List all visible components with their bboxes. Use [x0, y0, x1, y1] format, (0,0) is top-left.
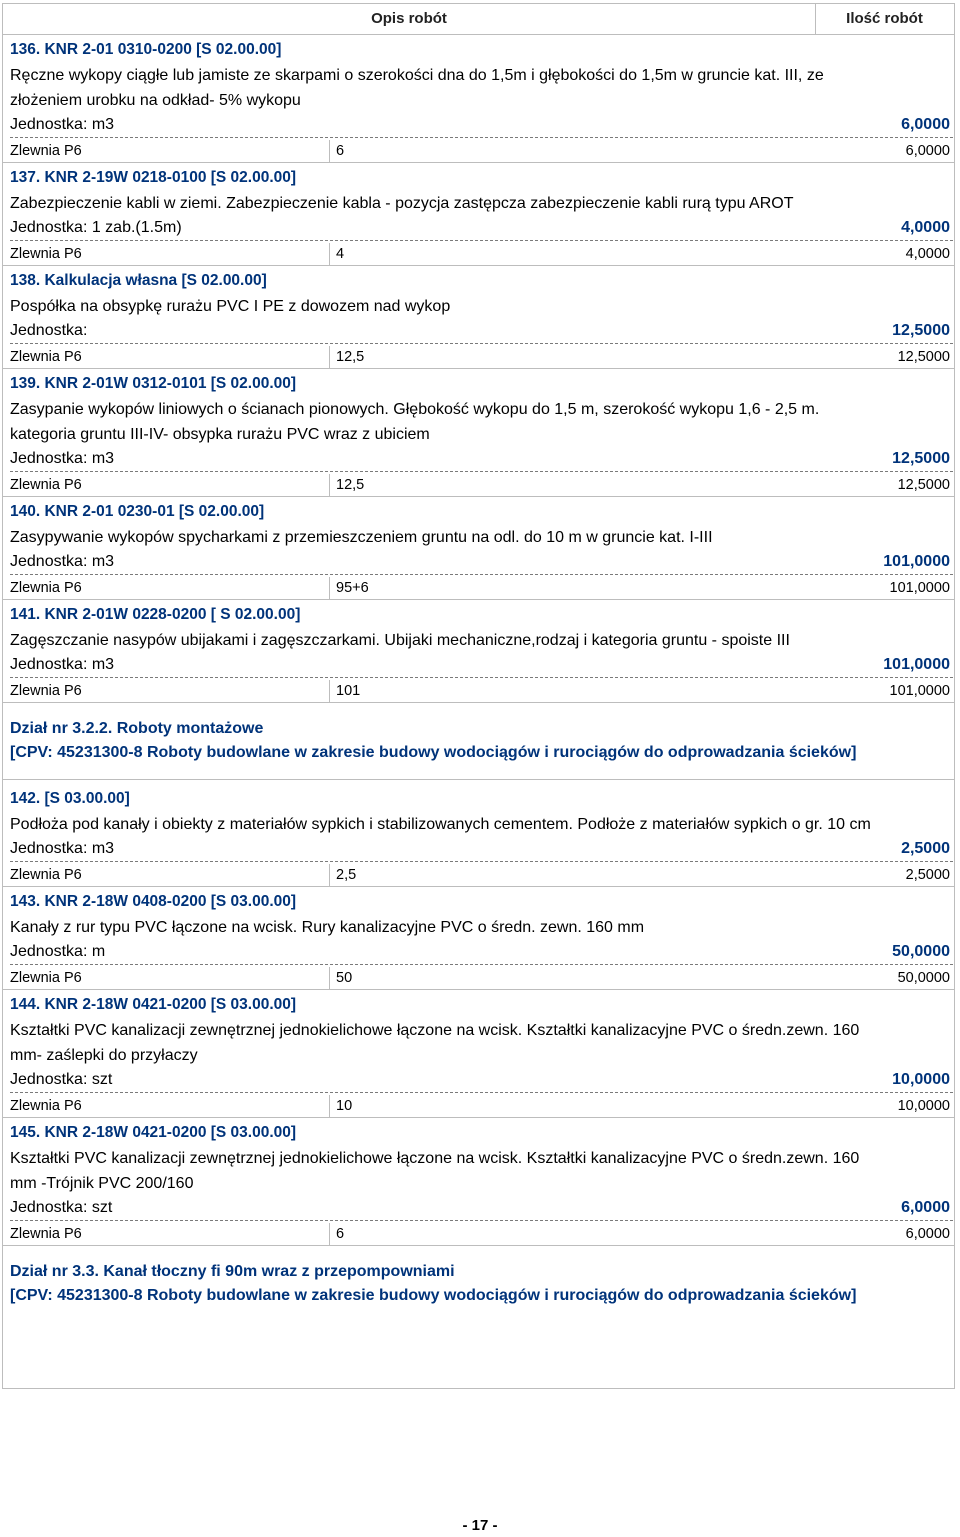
measurement-value: 101,0000: [889, 580, 950, 596]
measurement-value: 101,0000: [889, 683, 950, 699]
position-description: mm- zaślepki do przyłaczy: [10, 1047, 198, 1064]
unit-row: [10, 216, 953, 241]
unit-quantity: 12,5000: [892, 322, 950, 339]
position-description: Zagęszczanie nasypów ubijakami i zagęszczarkami. Ubijaki mechaniczne,rodzaj i kategoria gruntu - spoiste III: [10, 632, 790, 649]
measurement-value: 12,5000: [897, 477, 950, 493]
unit-row: [10, 837, 953, 862]
position-description: Kształtki PVC kanalizacji zewnętrznej jednokielichowe łączone na wcisk. Kształtki kanalizacyjne PVC o średn.zewn. 160: [10, 1022, 860, 1039]
measurement-value: 50,0000: [897, 970, 950, 986]
position-title: 136. KNR 2-01 0310-0200 [S 02.00.00]: [10, 41, 282, 58]
unit-row: [10, 1196, 953, 1221]
position-title: 145. KNR 2-18W 0421-0200 [S 03.00.00]: [10, 1124, 297, 1141]
position-description: Kształtki PVC kanalizacji zewnętrznej jednokielichowe łączone na wcisk. Kształtki kanalizacyjne PVC o średn.zewn. 160: [10, 1150, 860, 1167]
position-title: 139. KNR 2-01W 0312-0101 [S 02.00.00]: [10, 375, 297, 392]
position-description: Zabezpieczenie kabli w ziemi. Zabezpieczenie kabla - pozycja zastępcza zabezpieczenie kabli rurą typu AROT: [10, 195, 794, 212]
unit-label: Jednostka: m3: [10, 553, 115, 570]
position-description: Ręczne wykopy ciągłe lub jamiste ze skarpami o szerokości dna do 1,5m i głębokości do 1,5m w gruncie kat. III, ze: [10, 67, 824, 84]
unit-label: Jednostka: m3: [10, 840, 115, 857]
measurement-value: 6,0000: [905, 1226, 950, 1242]
section-title: Dział nr 3.2.2. Roboty montażowe: [10, 720, 264, 737]
measurement-formula: 10: [336, 1098, 353, 1114]
estimate-position: [3, 602, 954, 703]
estimate-position: [3, 165, 954, 266]
measurement-label: Zlewnia P6: [3, 864, 330, 886]
measurement-row: [3, 577, 954, 600]
section-header: [3, 717, 954, 765]
unit-quantity: 12,5000: [892, 450, 950, 467]
position-description: kategoria gruntu III-IV- obsypka rurażu PVC wraz z ubiciem: [10, 426, 430, 443]
section-header: [3, 1260, 954, 1308]
measurement-label: Zlewnia P6: [3, 1095, 330, 1117]
measurement-row: [3, 346, 954, 369]
unit-label: Jednostka: m3: [10, 450, 115, 467]
document-frame: [2, 3, 955, 1389]
unit-quantity: 101,0000: [883, 656, 950, 673]
measurement-formula: 95+6: [336, 580, 369, 596]
position-title: 143. KNR 2-18W 0408-0200 [S 03.00.00]: [10, 893, 297, 910]
unit-label: Jednostka:: [10, 322, 88, 339]
measurement-row: [3, 1095, 954, 1118]
unit-quantity: 10,0000: [892, 1071, 950, 1088]
cost-estimate-content: [3, 35, 954, 1308]
unit-label: Jednostka: szt: [10, 1071, 113, 1088]
unit-quantity: 6,0000: [901, 1199, 950, 1216]
estimate-position: [3, 371, 954, 497]
measurement-formula: 6: [336, 1226, 345, 1242]
position-description: Podłoża pod kanały i obiekty z materiałów sypkich i stabilizowanych cementem. Podłoże z materiałów sypkich o gr. 10 cm: [10, 816, 871, 833]
measurement-formula: 2,5: [336, 867, 357, 883]
measurement-row: [3, 474, 954, 497]
measurement-formula: 6: [336, 143, 345, 159]
positions-group-a: [3, 37, 954, 703]
estimate-position: [3, 37, 954, 163]
measurement-value: 2,5000: [905, 867, 950, 883]
unit-quantity: 50,0000: [892, 943, 950, 960]
measurement-row: [3, 864, 954, 887]
measurement-row: [3, 967, 954, 990]
measurement-label: Zlewnia P6: [3, 140, 330, 162]
measurement-label: Zlewnia P6: [3, 1223, 330, 1245]
estimate-position: [3, 499, 954, 600]
position-title: 144. KNR 2-18W 0421-0200 [S 03.00.00]: [10, 996, 297, 1013]
measurement-row: [3, 680, 954, 703]
position-description: Pospółka na obsypkę rurażu PVC I PE z dowozem nad wykop: [10, 298, 451, 315]
measurement-value: 10,0000: [897, 1098, 950, 1114]
section-title: Dział nr 3.3. Kanał tłoczny fi 90m wraz z przepompowniami: [10, 1263, 455, 1280]
estimate-position: [3, 889, 954, 990]
measurement-value: 6,0000: [905, 143, 950, 159]
measurement-formula: 101: [336, 683, 361, 699]
estimate-position: [3, 992, 954, 1118]
position-description: Kanały z rur typu PVC łączone na wcisk. Rury kanalizacyjne PVC o średn. zewn. 160 mm: [10, 919, 645, 936]
position-title: 138. Kalkulacja własna [S 02.00.00]: [10, 272, 267, 289]
section-divider: [3, 779, 954, 780]
unit-row: [10, 1068, 953, 1093]
column-header-quantity: Ilość robót: [846, 10, 923, 27]
unit-quantity: 4,0000: [901, 219, 950, 236]
unit-row: [10, 653, 953, 678]
position-description: Zasypanie wykopów liniowych o ścianach pionowych. Głębokość wykopu do 1,5 m, szerokość wykopu 1,6 - 2,5 m.: [10, 401, 820, 418]
estimate-position: [3, 268, 954, 369]
measurement-label: Zlewnia P6: [3, 346, 330, 368]
unit-label: Jednostka: szt: [10, 1199, 113, 1216]
section-cpv: [CPV: 45231300-8 Roboty budowlane w zakresie budowy wodociągów i rurociągów do odprowadzania ścieków]: [10, 1287, 857, 1304]
measurement-formula: 12,5: [336, 477, 365, 493]
unit-row: [10, 550, 953, 575]
measurement-value: 12,5000: [897, 349, 950, 365]
page-number: - 17 -: [462, 1517, 498, 1534]
position-title: 137. KNR 2-19W 0218-0100 [S 02.00.00]: [10, 169, 297, 186]
measurement-row: [3, 140, 954, 163]
measurement-value: 4,0000: [905, 246, 950, 262]
section-cpv: [CPV: 45231300-8 Roboty budowlane w zakresie budowy wodociągów i rurociągów do odprowadzania ścieków]: [10, 744, 857, 761]
estimate-position: [3, 786, 954, 887]
unit-quantity: 2,5000: [901, 840, 950, 857]
measurement-formula: 4: [336, 246, 345, 262]
unit-label: Jednostka: m3: [10, 656, 115, 673]
estimate-position: [3, 1120, 954, 1246]
unit-label: Jednostka: m3: [10, 116, 115, 133]
column-header-description: Opis robót: [371, 10, 447, 27]
measurement-label: Zlewnia P6: [3, 967, 330, 989]
measurement-row: [3, 1223, 954, 1246]
measurement-label: Zlewnia P6: [3, 474, 330, 496]
position-title: 141. KNR 2-01W 0228-0200 [ S 02.00.00]: [10, 606, 301, 623]
unit-label: Jednostka: m: [10, 943, 106, 960]
measurement-label: Zlewnia P6: [3, 680, 330, 702]
position-description: Zasypywanie wykopów spycharkami z przemieszczeniem gruntu na odl. do 10 m w gruncie kat. I-III: [10, 529, 713, 546]
position-title: 140. KNR 2-01 0230-01 [S 02.00.00]: [10, 503, 265, 520]
unit-row: [10, 447, 953, 472]
position-description: złożeniem urobku na odkład- 5% wykopu: [10, 92, 301, 109]
measurement-row: [3, 243, 954, 266]
positions-group-b: [3, 786, 954, 1246]
position-title: 142. [S 03.00.00]: [10, 790, 130, 807]
position-description: mm -Trójnik PVC 200/160: [10, 1175, 194, 1192]
measurement-formula: 12,5: [336, 349, 365, 365]
measurement-label: Zlewnia P6: [3, 243, 330, 265]
unit-label: Jednostka: 1 zab.(1.5m): [10, 219, 182, 236]
unit-row: [10, 940, 953, 965]
measurement-formula: 50: [336, 970, 353, 986]
unit-quantity: 6,0000: [901, 116, 950, 133]
measurement-label: Zlewnia P6: [3, 577, 330, 599]
unit-row: [10, 319, 953, 344]
unit-row: [10, 113, 953, 138]
unit-quantity: 101,0000: [883, 553, 950, 570]
